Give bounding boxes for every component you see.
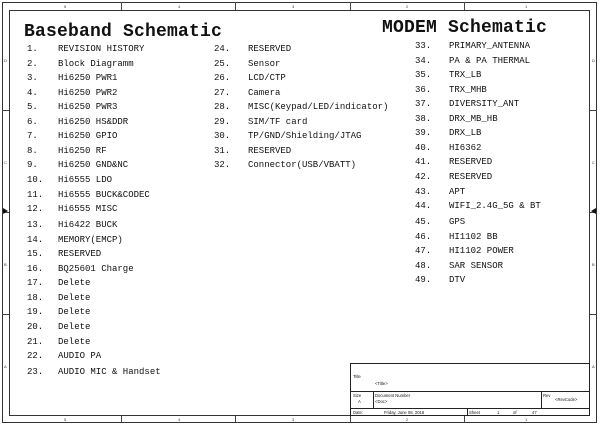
zone-label-top: 5 bbox=[64, 4, 67, 9]
modem-title: MODEM Schematic bbox=[382, 18, 548, 38]
zone-label-bottom: 4 bbox=[178, 417, 181, 422]
index-entry-number: 47. bbox=[415, 246, 432, 257]
index-entry-number: 31. bbox=[214, 145, 231, 156]
index-entry-number: 37. bbox=[415, 99, 432, 110]
sheet-label: Sheet bbox=[469, 410, 480, 415]
index-entry-number: 46. bbox=[415, 231, 432, 242]
index-entry-number: 7. bbox=[27, 131, 38, 142]
zone-label-right: D bbox=[592, 58, 595, 63]
index-entry-label: TRX_MHB bbox=[449, 84, 487, 95]
index-entry-label: APT bbox=[449, 186, 466, 197]
index-entry-number: 45. bbox=[415, 217, 432, 228]
size-value: A bbox=[358, 399, 361, 404]
title-block-divider bbox=[467, 408, 468, 416]
zone-label-top: 3 bbox=[292, 4, 295, 9]
zone-label-top: 4 bbox=[178, 4, 181, 9]
index-entry-number: 17. bbox=[27, 278, 44, 289]
index-entry-number: 41. bbox=[415, 157, 432, 168]
index-entry-number: 39. bbox=[415, 128, 432, 139]
zone-tick-top bbox=[121, 2, 122, 10]
index-entry-label: DRX_MB_HB bbox=[449, 113, 498, 124]
zone-label-top: 2 bbox=[406, 4, 409, 9]
index-entry-label: PRIMARY_ANTENNA bbox=[449, 41, 531, 51]
index-entry-label: RESERVED bbox=[58, 249, 102, 260]
zone-label-right: C bbox=[592, 160, 595, 165]
zone-label-left: A bbox=[4, 364, 7, 369]
index-entry-number: 42. bbox=[415, 171, 432, 182]
zone-label-bottom: 5 bbox=[64, 417, 67, 422]
index-entry-label: MISC(Keypad/LED/indicator) bbox=[248, 102, 389, 113]
index-entry-number: 12. bbox=[27, 204, 44, 215]
sheet-total-value: 47 bbox=[532, 410, 537, 415]
index-entry-label: PA & PA THERMAL bbox=[449, 55, 531, 66]
index-entry-label: AUDIO PA bbox=[58, 351, 102, 362]
index-entry-label: Hi6250 RF bbox=[58, 145, 107, 156]
zone-tick-bottom bbox=[121, 416, 122, 423]
index-entry-label: SIM/TF card bbox=[248, 116, 308, 127]
index-entry-number: 26. bbox=[214, 73, 231, 84]
index-entry-label: Block Diagramm bbox=[58, 58, 134, 69]
index-entry-number: 29. bbox=[214, 116, 231, 127]
index-entry-number: 44. bbox=[415, 201, 432, 212]
date-value: Friday, June 08, 2018 bbox=[384, 410, 425, 415]
index-entry-label: LCD/CTP bbox=[248, 73, 286, 84]
index-entry-number: 33. bbox=[415, 41, 432, 51]
rev-value: <RevCode> bbox=[555, 397, 578, 402]
title-value: <Title> bbox=[375, 381, 388, 386]
index-entry-label: Hi6250 GPIO bbox=[58, 131, 118, 142]
zone-tick-left bbox=[2, 110, 9, 111]
index-entry-label: TRX_LB bbox=[449, 70, 482, 81]
index-entry-number: 9. bbox=[27, 160, 38, 171]
index-entry-label: DIVERSITY_ANT bbox=[449, 99, 520, 110]
index-entry-label: Sensor bbox=[248, 58, 281, 69]
index-entry-label: GPS bbox=[449, 217, 466, 228]
index-entry-label: Hi6250 PWR2 bbox=[58, 87, 118, 98]
index-entry-number: 22. bbox=[27, 351, 44, 362]
index-entry-number: 49. bbox=[415, 275, 432, 286]
index-entry-number: 40. bbox=[415, 142, 432, 153]
index-entry-label: Delete bbox=[58, 321, 91, 332]
index-entry-label: DTV bbox=[449, 275, 466, 286]
index-entry-number: 8. bbox=[27, 145, 38, 156]
index-entry-label: Hi6555 BUCK&CODEC bbox=[58, 189, 150, 200]
index-entry-label: MEMORY(EMCP) bbox=[58, 234, 123, 245]
zone-tick-top bbox=[464, 2, 465, 10]
zone-tick-left bbox=[2, 314, 9, 315]
index-entry-number: 14. bbox=[27, 234, 44, 245]
index-entry-number: 18. bbox=[27, 292, 44, 303]
index-entry-number: 16. bbox=[27, 263, 44, 274]
title-block bbox=[350, 363, 590, 416]
index-entry-number: 10. bbox=[27, 174, 44, 185]
index-entry-label: BQ25601 Charge bbox=[58, 263, 134, 274]
zone-tick-bottom bbox=[235, 416, 236, 423]
index-entry-label: Camera bbox=[248, 87, 281, 98]
index-entry-label: HI6362 bbox=[449, 142, 482, 153]
index-entry-number: 23. bbox=[27, 367, 44, 378]
index-entry-number: 21. bbox=[27, 336, 44, 347]
index-entry-label: Delete bbox=[58, 292, 91, 303]
index-entry-number: 20. bbox=[27, 321, 44, 332]
zone-tick-right bbox=[590, 314, 597, 315]
index-entry-label: HI1102 BB bbox=[449, 231, 498, 242]
index-entry-number: 38. bbox=[415, 113, 432, 124]
index-entry-label: Hi6250 PWR3 bbox=[58, 102, 118, 113]
zone-label-left: C bbox=[4, 160, 7, 165]
sheet-value: 1 bbox=[497, 410, 500, 415]
index-entry-label: Delete bbox=[58, 278, 91, 289]
index-entry-number: 48. bbox=[415, 260, 432, 271]
index-entry-label: Hi6250 HS&DDR bbox=[58, 116, 129, 127]
index-entry-number: 32. bbox=[214, 160, 231, 171]
index-entry-number: 35. bbox=[415, 70, 432, 81]
zone-label-left: D bbox=[4, 58, 7, 63]
index-entry-label: SAR SENSOR bbox=[449, 260, 504, 271]
index-entry-label: RESERVED bbox=[449, 157, 493, 168]
title-block-divider bbox=[351, 391, 589, 392]
index-entry-number: 24. bbox=[214, 44, 231, 54]
title-label: Title bbox=[353, 374, 361, 379]
index-entry-number: 25. bbox=[214, 58, 231, 69]
left-arrow-icon bbox=[3, 208, 8, 214]
zone-label-bottom: 3 bbox=[292, 417, 295, 422]
index-entry-number: 27. bbox=[214, 87, 231, 98]
index-entry-label: REVISION HISTORY bbox=[58, 44, 145, 54]
index-entry-number: 30. bbox=[214, 131, 231, 142]
index-entry-label: Connector(USB/VBATT) bbox=[248, 160, 357, 171]
index-entry-label: RESERVED bbox=[449, 171, 493, 182]
index-entry-number: 36. bbox=[415, 84, 432, 95]
index-entry-number: 6. bbox=[27, 116, 38, 127]
sheet-of-label: of bbox=[513, 410, 517, 415]
zone-label-left: B bbox=[4, 262, 7, 267]
rev-label: Rev bbox=[543, 393, 551, 398]
index-entry-label: RESERVED bbox=[248, 145, 292, 156]
zone-label-right: B bbox=[592, 262, 595, 267]
index-entry-label: Hi6250 PWR1 bbox=[58, 73, 118, 84]
index-entry-label: Hi6555 MISC bbox=[58, 204, 118, 215]
index-entry-number: 28. bbox=[214, 102, 231, 113]
index-entry-label: Hi6422 BUCK bbox=[58, 220, 118, 231]
index-entry-number: 15. bbox=[27, 249, 44, 260]
index-entry-label: WIFI_2.4G_5G & BT bbox=[449, 201, 541, 212]
zone-label-bottom: 1 bbox=[525, 417, 528, 422]
right-arrow-icon bbox=[591, 208, 596, 214]
zone-tick-bottom bbox=[350, 416, 351, 423]
index-entry-number: 34. bbox=[415, 55, 432, 66]
zone-label-right: A bbox=[592, 364, 595, 369]
zone-tick-bottom bbox=[464, 416, 465, 423]
size-label: Size bbox=[353, 393, 362, 398]
date-label: Date: bbox=[353, 410, 364, 415]
index-entry-label: TP/GND/Shielding/JTAG bbox=[248, 131, 362, 142]
zone-tick-top bbox=[350, 2, 351, 10]
index-entry-number: 1. bbox=[27, 44, 38, 54]
index-entry-number: 13. bbox=[27, 220, 44, 231]
index-entry-label: Delete bbox=[58, 336, 91, 347]
document-number-value: <Doc> bbox=[375, 399, 388, 404]
index-entry-number: 5. bbox=[27, 102, 38, 113]
document-number-label: Document Number bbox=[375, 393, 411, 398]
title-block-divider bbox=[541, 391, 542, 408]
zone-tick-top bbox=[235, 2, 236, 10]
index-entry-number: 2. bbox=[27, 58, 38, 69]
title-block-divider bbox=[351, 408, 589, 409]
index-entry-label: Hi6555 LDO bbox=[58, 174, 113, 185]
index-entry-label: AUDIO MIC & Handset bbox=[58, 367, 161, 378]
index-entry-number: 4. bbox=[27, 87, 38, 98]
index-entry-label: HI1102 POWER bbox=[449, 246, 514, 257]
index-entry-number: 3. bbox=[27, 73, 38, 84]
index-entry-label: Hi6250 GND&NC bbox=[58, 160, 129, 171]
index-entry-number: 19. bbox=[27, 307, 44, 318]
zone-tick-right bbox=[590, 110, 597, 111]
index-entry-label: DRX_LB bbox=[449, 128, 482, 139]
title-block-divider bbox=[373, 391, 374, 408]
zone-label-bottom: 2 bbox=[406, 417, 409, 422]
index-entry-label: RESERVED bbox=[248, 44, 292, 54]
index-entry-number: 11. bbox=[27, 189, 44, 200]
index-entry-number: 43. bbox=[415, 186, 432, 197]
zone-label-top: 1 bbox=[525, 4, 528, 9]
index-entry-label: Delete bbox=[58, 307, 91, 318]
baseband-title: Baseband Schematic bbox=[24, 22, 223, 42]
